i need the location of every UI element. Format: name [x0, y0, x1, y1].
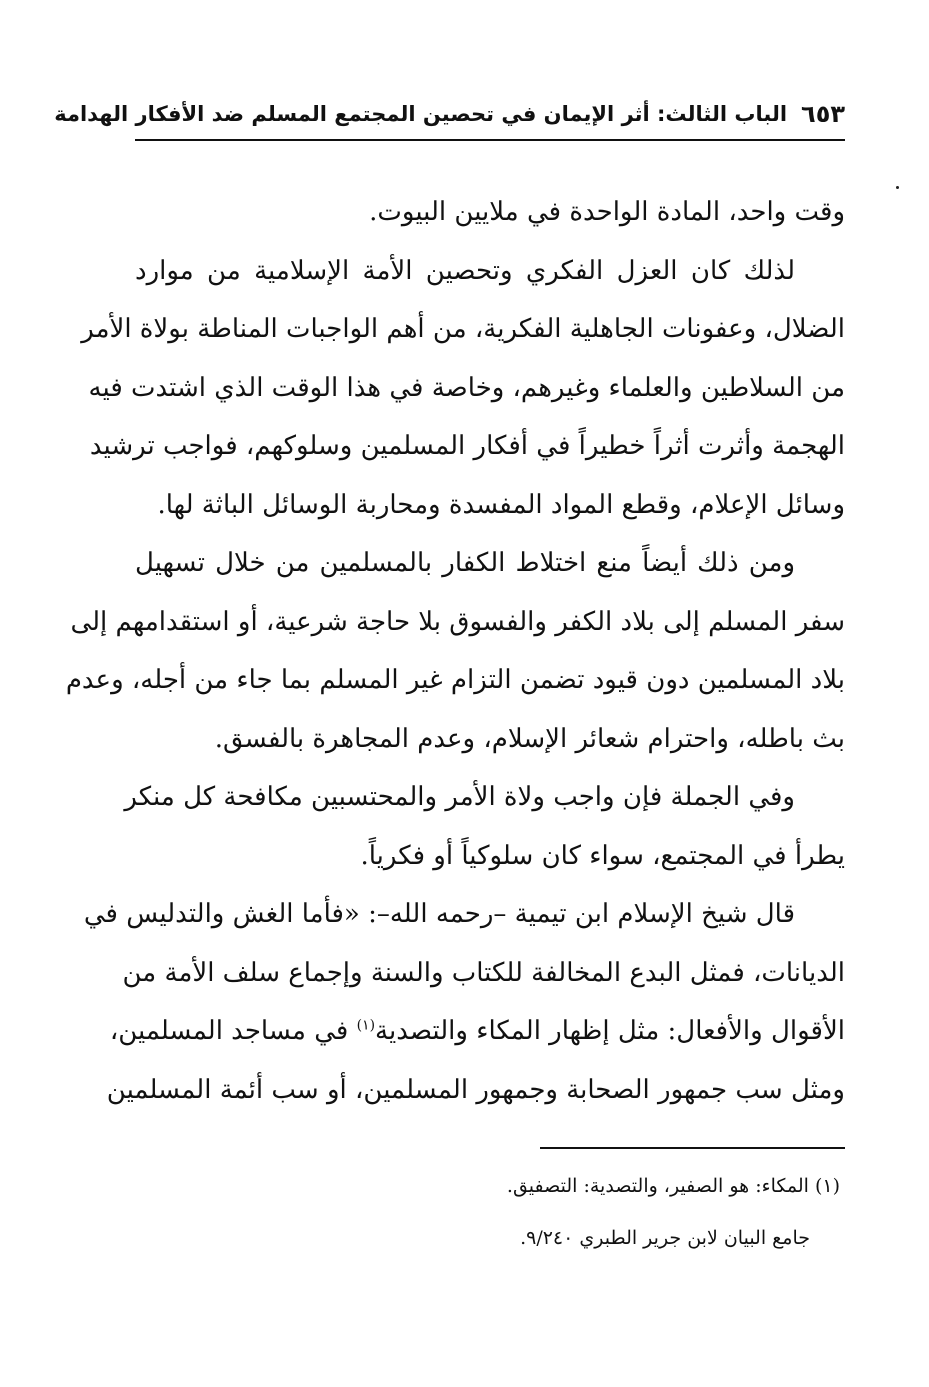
text-line: الضلال، وعفونات الجاهلية الفكرية، من أهم الواجبات المناطة بولاة الأمر — [81, 314, 845, 344]
text-line: الهجمة وأثرت أثراً خطيراً في أفكار المسلمين وسلوكهم، فواجب ترشيد — [89, 431, 845, 461]
text-line: يطرأ في المجتمع، سواء كان سلوكياً أو فكرياً. — [360, 840, 845, 871]
footnote-source: جامع البيان لابن جرير الطبري ٩/٢٤٠. — [520, 1227, 810, 1249]
text-line: من السلاطين والعلماء وغيرهم، وخاصة في هذا الوقت الذي اشتدت فيه — [88, 372, 845, 403]
text-line: وقت واحد، المادة الواحدة في ملايين البيوت. — [369, 197, 845, 227]
text-line: بلاد المسلمين دون قيود تضمن التزام غير المسلم بما جاء من أجله، وعدم — [65, 665, 845, 695]
footnote-separator — [540, 1147, 845, 1149]
header-rule — [135, 139, 845, 141]
scan-speck — [896, 186, 899, 189]
running-title: الباب الثالث: أثر الإيمان في تحصين المجتمع المسلم ضد الأفكار الهدامة — [54, 102, 788, 126]
page-header — [54, 92, 845, 136]
text-line: وفي الجملة فإن واجب ولاة الأمر والمحتسبين مكافحة كل منكر — [124, 782, 795, 812]
text-line: الديانات، فمثل البدع المخالفة للكتاب والسنة وإجماع سلف الأمة من — [122, 957, 845, 988]
footnote-1: (١) المكاء: هو الصفير، والتصدية: التصفيق. — [506, 1175, 840, 1197]
text-line: لذلك كان العزل الفكري وتحصين الأمة الإسلامية من موارد — [135, 255, 795, 286]
footnotes — [135, 1160, 840, 1264]
text-line: ومثل سب جمهور الصحابة وجمهور المسلمين، أو سب أئمة المسلمين — [106, 1074, 845, 1105]
page-number: ٦٥٣ — [801, 100, 845, 128]
text-line: قال شيخ الإسلام ابن تيمية –رحمه الله–: «فأما الغش والتدليس في — [83, 899, 795, 929]
text-line-with-note — [109, 1002, 845, 1061]
text-segment: الأقوال والأفعال: مثل إظهار المكاء والتصدية — [375, 1016, 845, 1046]
footnote-marker: (١) — [356, 1017, 376, 1034]
text-segment: في مساجد المسلمين، — [109, 1016, 349, 1046]
text-line: ومن ذلك أيضاً منع اختلاط الكفار بالمسلمين من خلال تسهيل — [135, 548, 795, 578]
text-line: سفر المسلم إلى بلاد الكفر والفسوق بلا حاجة شرعية، أو استقدامهم إلى — [70, 606, 845, 637]
text-line: بث باطله، واحترام شعائر الإسلام، وعدم المجاهرة بالفسق. — [214, 723, 845, 754]
main-text — [65, 183, 845, 1119]
text-line: وسائل الإعلام، وقطع المواد المفسدة ومحاربة الوسائل الباثة لها. — [157, 489, 845, 520]
